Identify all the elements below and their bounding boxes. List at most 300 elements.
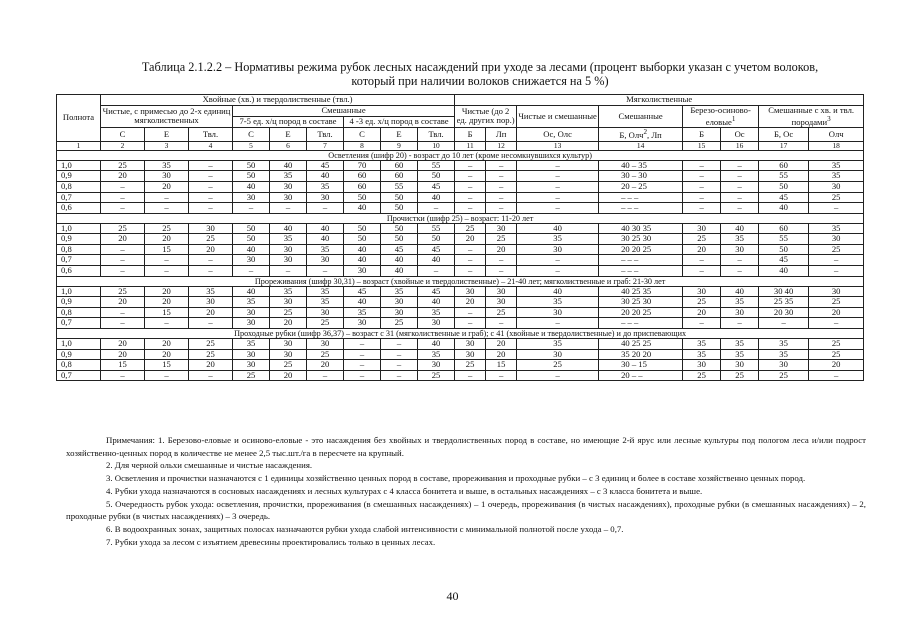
table-cell: 35 — [721, 349, 759, 360]
table-cell: 50 — [233, 223, 270, 234]
table-cell: 40 — [418, 297, 455, 308]
table-cell: 25 — [809, 244, 864, 255]
table-cell: 20 — [189, 244, 233, 255]
table-cell: 60 — [344, 181, 381, 192]
table-cell: 20 — [270, 318, 307, 329]
column-number: 12 — [486, 141, 517, 150]
table-cell: 30 — [307, 339, 344, 350]
table-cell: 40 — [721, 286, 759, 297]
table-cell: 40 — [307, 223, 344, 234]
table-cell: – — [145, 318, 189, 329]
sub-header: С — [344, 128, 381, 141]
table-cell: 35 — [189, 286, 233, 297]
table-cell: – — [145, 192, 189, 203]
table-cell: 25 — [809, 349, 864, 360]
table-cell: – — [189, 171, 233, 182]
hvoynye-header: Хвойные (хв.) и твердолиственные (твл.) — [101, 95, 455, 106]
table-cell: – — [455, 307, 486, 318]
table-cell: 25 — [189, 349, 233, 360]
table-cell: 20 — [189, 360, 233, 371]
chistye-primes-header: Чистые, с примесью до 2-х единиц мягколиственных — [101, 105, 233, 128]
table-cell: – — [721, 318, 759, 329]
sub-header: С — [233, 128, 270, 141]
table-cell: 25 — [189, 234, 233, 245]
table-cell: 25 — [101, 286, 145, 297]
table-cell: 50 — [381, 192, 418, 203]
table-cell: 40 — [270, 223, 307, 234]
table-cell: 25 — [486, 234, 517, 245]
table-cell: – — [486, 181, 517, 192]
table-cell: 35 — [307, 286, 344, 297]
table-cell: 20 — [145, 349, 189, 360]
table-cell: 25 — [455, 360, 486, 371]
table-cell: – — [455, 181, 486, 192]
notes-block — [66, 434, 866, 548]
table-cell: – — [455, 160, 486, 171]
table-cell: – — [344, 339, 381, 350]
table-cell: – — [455, 192, 486, 203]
table-cell: – – – — [599, 203, 683, 214]
table-row — [57, 307, 864, 318]
table-cell: 35 — [381, 286, 418, 297]
table-cell: 40 — [759, 203, 809, 214]
table-cell: – — [721, 181, 759, 192]
table-cell: 30 — [307, 255, 344, 266]
table-cell: 20 — [270, 370, 307, 381]
table-cell: 40 — [517, 223, 599, 234]
header-row-2 — [57, 105, 864, 116]
table-cell: 40 30 35 — [599, 223, 683, 234]
table-cell: 45 — [418, 181, 455, 192]
table-cell: 20 — [455, 297, 486, 308]
column-number: 5 — [233, 141, 270, 150]
table-cell: 30 — [381, 307, 418, 318]
table-cell: 20 — [683, 244, 721, 255]
table-cell: 50 — [381, 223, 418, 234]
table-cell: 30 — [189, 223, 233, 234]
column-number: 13 — [517, 141, 599, 150]
column-number: 14 — [599, 141, 683, 150]
table-title-line2: который при наличии волоков снижается на 5 %) — [351, 74, 609, 88]
table-cell: 30 — [233, 255, 270, 266]
table-cell: 35 — [307, 244, 344, 255]
table-cell: 20 — [101, 349, 145, 360]
table-cell: 20 — [101, 339, 145, 350]
table-cell: – — [101, 370, 145, 381]
table-cell: 25 — [189, 339, 233, 350]
column-numbers-row — [57, 141, 864, 150]
polnota-cell: 0,7 — [57, 318, 101, 329]
table-cell: 70 — [344, 160, 381, 171]
table-cell: 35 — [721, 339, 759, 350]
table-cell: 30 — [517, 244, 599, 255]
table-cell: 25 — [721, 370, 759, 381]
table-cell: 50 — [233, 160, 270, 171]
table-cell: 20 — [101, 171, 145, 182]
section-title: Осветления (шифр 20) - возраст до 10 лет (кроме несомкнувшихся культур) — [57, 150, 864, 160]
table-cell: 60 — [759, 223, 809, 234]
norms-table — [56, 94, 864, 381]
table-cell: 35 — [721, 234, 759, 245]
table-cell: 35 — [809, 171, 864, 182]
polnota-cell: 0,7 — [57, 255, 101, 266]
sub-header: Ос — [721, 128, 759, 141]
note-paragraph: 6. В водоохранных зонах, защитных полосах назначаются рубки ухода слабой интенсивности с минимальной полнотой после ухода – 0,7. — [106, 523, 624, 534]
table-cell: – — [683, 192, 721, 203]
table-cell: 50 — [418, 234, 455, 245]
table-cell: 25 — [307, 318, 344, 329]
table-cell: 60 — [759, 160, 809, 171]
column-number: 4 — [189, 141, 233, 150]
smeshannye2-header: Смешанные — [599, 105, 683, 128]
table-cell: – — [486, 192, 517, 203]
table-cell: – — [721, 266, 759, 277]
table-cell: 30 — [307, 307, 344, 318]
table-cell: 40 — [517, 286, 599, 297]
table-cell: 25 — [381, 318, 418, 329]
table-cell: – — [189, 192, 233, 203]
table-cell: – — [307, 266, 344, 277]
polnota-cell: 0,8 — [57, 244, 101, 255]
table-cell: – — [486, 266, 517, 277]
note-paragraph: 3. Осветления и прочистки назначаются с 1 единицы хозяйственно ценных пород в составе, прореживания и проходные рубки – с 3 единиц и более в составе хозяйственно ценных пород. — [106, 473, 806, 484]
table-cell: – — [486, 203, 517, 214]
table-cell: 50 — [344, 192, 381, 203]
table-cell: – — [189, 255, 233, 266]
table-cell: – — [721, 171, 759, 182]
section-header-row — [57, 276, 864, 286]
table-cell: 25 — [759, 370, 809, 381]
sub-header: Е — [381, 128, 418, 141]
table-cell: 50 — [344, 234, 381, 245]
table-row — [57, 234, 864, 245]
table-cell: – — [189, 160, 233, 171]
table-cell: 30 — [455, 349, 486, 360]
polnota-cell: 1,0 — [57, 223, 101, 234]
table-cell: 30 — [455, 286, 486, 297]
table-cell: – — [101, 244, 145, 255]
table-cell: – — [721, 160, 759, 171]
table-cell: – — [486, 160, 517, 171]
table-cell: 20 30 — [759, 307, 809, 318]
section-header-row — [57, 213, 864, 223]
table-cell: 40 – 35 — [599, 160, 683, 171]
table-cell: 25 — [809, 339, 864, 350]
table-cell: 60 — [381, 171, 418, 182]
table-cell: 35 — [270, 234, 307, 245]
table-cell: – — [145, 255, 189, 266]
table-cell: 20 — [486, 244, 517, 255]
table-cell: – — [517, 255, 599, 266]
table-cell: 25 — [270, 307, 307, 318]
header-row-4 — [57, 128, 864, 141]
polnota-cell: 0,6 — [57, 203, 101, 214]
table-cell: 25 — [683, 297, 721, 308]
table-cell: 30 — [270, 255, 307, 266]
table-cell: 25 — [418, 370, 455, 381]
table-cell: 50 — [381, 203, 418, 214]
smeshannye-header: Смешанные — [233, 105, 455, 116]
table-cell: 30 40 — [759, 286, 809, 297]
table-row — [57, 160, 864, 171]
table-cell: – — [307, 370, 344, 381]
table-row — [57, 223, 864, 234]
table-cell: 20 — [486, 339, 517, 350]
table-cell: 55 — [759, 234, 809, 245]
table-cell: 30 25 30 — [599, 297, 683, 308]
table-cell: 20 — [683, 307, 721, 318]
table-cell: 35 — [517, 297, 599, 308]
table-cell: 50 — [759, 244, 809, 255]
column-number: 6 — [270, 141, 307, 150]
table-cell: – — [189, 203, 233, 214]
table-cell: – — [809, 203, 864, 214]
table-cell: 35 — [344, 307, 381, 318]
table-cell: 30 — [233, 360, 270, 371]
table-cell: 30 — [517, 307, 599, 318]
table-row — [57, 349, 864, 360]
table-cell: 20 — [307, 360, 344, 371]
table-cell: 20 — [809, 360, 864, 371]
table-cell: 50 — [418, 171, 455, 182]
table-cell: 40 — [307, 234, 344, 245]
section-title: Прореживания (шифр 30,31) – возраст (хвойные и твердолиственные) – 21-40 лет; мягколиственные и граб: 21-30 лет — [57, 276, 864, 286]
table-cell: – — [721, 255, 759, 266]
table-cell: 30 — [233, 349, 270, 360]
table-cell: 50 — [344, 223, 381, 234]
table-cell: 30 — [233, 318, 270, 329]
note-paragraph: 5. Очередность рубок ухода: осветления, прочистки, прореживания (в смешанных насаждениях) – 1 очередь, прореживания (в чистых насаждениях), проходные рубки (в смешанных насаждениях) – 2, проходные рубки (в чистых насаждениях) – 3 очередь. — [66, 498, 866, 522]
chistye-2-header: Чистые (до 2 ед. других пор.) — [455, 105, 517, 128]
table-cell: – — [721, 192, 759, 203]
table-cell: – — [759, 318, 809, 329]
table-cell: 35 — [517, 339, 599, 350]
table-cell: – — [683, 181, 721, 192]
table-cell: – — [517, 318, 599, 329]
table-cell: 30 — [233, 307, 270, 318]
table-cell: – — [683, 255, 721, 266]
table-row — [57, 339, 864, 350]
table-cell: 30 — [683, 223, 721, 234]
table-cell: – — [517, 192, 599, 203]
sub-header: Б, Олч$^2$, Лп — [599, 128, 683, 141]
table-cell: 30 — [189, 297, 233, 308]
table-cell: – — [381, 360, 418, 371]
table-cell: 30 — [270, 192, 307, 203]
table-cell: – — [517, 203, 599, 214]
table-cell: 30 — [145, 171, 189, 182]
table-cell: – – – — [599, 266, 683, 277]
table-cell: – — [683, 171, 721, 182]
table-cell: 30 — [307, 192, 344, 203]
table-cell: 35 — [517, 234, 599, 245]
sub-header: С — [101, 128, 145, 141]
column-number: 9 — [381, 141, 418, 150]
table-cell: 30 — [486, 286, 517, 297]
table-row — [57, 171, 864, 182]
table-cell: 40 — [233, 181, 270, 192]
polnota-cell: 0,7 — [57, 192, 101, 203]
polnota-cell: 0,8 — [57, 360, 101, 371]
table-cell: 35 — [145, 160, 189, 171]
table-cell: 30 25 30 — [599, 234, 683, 245]
sub-header: Лп — [486, 128, 517, 141]
table-cell: – — [517, 181, 599, 192]
sub-header: Олч — [809, 128, 864, 141]
table-cell: – — [189, 370, 233, 381]
table-cell: 20 — [145, 286, 189, 297]
section-title: Прочистки (шифр 25) – возраст: 11-20 лет — [57, 213, 864, 223]
table-cell: 35 — [233, 297, 270, 308]
table-cell: – — [486, 318, 517, 329]
table-cell: 40 — [344, 203, 381, 214]
table-cell: – — [683, 266, 721, 277]
table-row — [57, 266, 864, 277]
table-cell: 20 — [145, 181, 189, 192]
table-cell: – — [101, 181, 145, 192]
table-cell: 35 — [809, 160, 864, 171]
table-cell: 25 — [683, 370, 721, 381]
table-cell: 35 — [759, 349, 809, 360]
table-cell: 20 — [455, 234, 486, 245]
polnota-cell: 0,9 — [57, 349, 101, 360]
table-cell: 15 — [145, 307, 189, 318]
table-cell: 40 — [759, 266, 809, 277]
table-cell: 30 — [809, 181, 864, 192]
table-cell: 35 — [418, 307, 455, 318]
table-cell: – — [517, 160, 599, 171]
table-cell: 30 — [721, 360, 759, 371]
table-cell: 30 — [486, 223, 517, 234]
table-cell: 40 25 25 — [599, 339, 683, 350]
table-cell: 30 — [233, 192, 270, 203]
table-cell: – – – — [599, 255, 683, 266]
table-cell: 25 — [101, 160, 145, 171]
table-cell: 20 — [809, 307, 864, 318]
table-cell: – — [233, 266, 270, 277]
table-cell: 30 — [270, 244, 307, 255]
table-cell: 25 — [145, 223, 189, 234]
table-cell: 30 — [270, 297, 307, 308]
table-cell: – — [486, 255, 517, 266]
polnota-cell: 0,9 — [57, 297, 101, 308]
table-cell: 55 — [418, 223, 455, 234]
table-cell: – — [683, 318, 721, 329]
sub-header: Е — [145, 128, 189, 141]
table-cell: 35 — [809, 223, 864, 234]
column-number: 2 — [101, 141, 145, 150]
table-cell: 40 — [344, 255, 381, 266]
table-cell: – – – — [599, 318, 683, 329]
table-cell: – — [344, 349, 381, 360]
table-cell: 40 — [233, 286, 270, 297]
table-cell: 25 — [307, 349, 344, 360]
table-cell: 25 — [809, 192, 864, 203]
table-row — [57, 244, 864, 255]
sub-header: Твл. — [189, 128, 233, 141]
table-title — [120, 60, 840, 88]
table-cell: – — [101, 266, 145, 277]
table-cell: 35 — [233, 339, 270, 350]
table-cell: – — [455, 266, 486, 277]
table-cell: 15 — [145, 244, 189, 255]
table-cell: – — [809, 370, 864, 381]
table-cell: – — [517, 171, 599, 182]
table-cell: – — [455, 255, 486, 266]
table-cell: 30 — [683, 286, 721, 297]
section-title: Проходные рубки (шифр 36,37) – возраст с 31 (мягколиственные и граб); с 41 (хвойные и твердолиственные) и до приспевающих — [57, 329, 864, 339]
table-cell: 35 — [270, 171, 307, 182]
table-cell: 30 — [270, 349, 307, 360]
table-cell: 15 — [145, 360, 189, 371]
table-cell: 40 — [418, 339, 455, 350]
table-cell: 35 — [759, 339, 809, 350]
table-cell: 35 — [418, 349, 455, 360]
table-cell: – — [101, 203, 145, 214]
table-cell: – — [145, 203, 189, 214]
note-paragraph: 4. Рубки ухода назначаются в сосновых насаждениях и лесных культурах с 4 класса бонитета и выше, в остальных насаждениях – с 3 класса бонитета и выше. — [106, 485, 703, 496]
table-cell: 20 20 25 — [599, 244, 683, 255]
table-cell: – — [101, 255, 145, 266]
table-cell: – — [418, 203, 455, 214]
table-cell: – — [145, 266, 189, 277]
table-cell: 45 — [381, 244, 418, 255]
table-cell: – — [455, 171, 486, 182]
table-row — [57, 297, 864, 308]
table-cell: – — [189, 181, 233, 192]
table-cell: – — [381, 349, 418, 360]
sub-header: Б — [683, 128, 721, 141]
table-cell: – — [683, 203, 721, 214]
sub-header: Твл. — [418, 128, 455, 141]
smesh-7-5-header: 7-5 ед. х/ц пород в составе — [233, 116, 344, 127]
table-cell: 35 — [307, 181, 344, 192]
header-row-1 — [57, 95, 864, 106]
table-cell: – — [455, 318, 486, 329]
table-cell: – — [344, 370, 381, 381]
table-row — [57, 318, 864, 329]
table-cell: 25 — [455, 223, 486, 234]
table-cell: 55 — [381, 181, 418, 192]
polnota-header: Полнота — [57, 95, 101, 142]
table-cell: 15 — [101, 360, 145, 371]
table-row — [57, 192, 864, 203]
table-cell: 25 — [233, 370, 270, 381]
table-cell: 50 — [233, 171, 270, 182]
table-cell: 30 — [809, 234, 864, 245]
table-cell: – — [233, 203, 270, 214]
table-cell: – — [683, 160, 721, 171]
table-cell: 40 — [381, 255, 418, 266]
note-paragraph: Примечания: 1. Березово-еловые и осиново-еловые - это насаждения без хвойных и твердолиственных пород в составе, но имеющие 2-й ярус или лесные культуры под пологом леса и/или подрост хозяйственно-ценных пород в количестве не менее 2,5 тыс.шт./га в пересчете на крупный. — [66, 435, 866, 458]
table-cell: 40 — [418, 255, 455, 266]
table-cell: – — [455, 370, 486, 381]
section-header-row — [57, 150, 864, 160]
column-number: 8 — [344, 141, 381, 150]
polnota-cell: 1,0 — [57, 160, 101, 171]
table-cell: – — [270, 203, 307, 214]
column-number: 3 — [145, 141, 189, 150]
table-cell: 30 — [809, 286, 864, 297]
table-cell: 60 — [381, 160, 418, 171]
column-number: 10 — [418, 141, 455, 150]
table-cell: 55 — [418, 160, 455, 171]
table-cell: 20 — [145, 234, 189, 245]
table-cell: 20 — [189, 307, 233, 318]
polnota-cell: 0,6 — [57, 266, 101, 277]
table-row — [57, 203, 864, 214]
table-cell: 30 – 15 — [599, 360, 683, 371]
